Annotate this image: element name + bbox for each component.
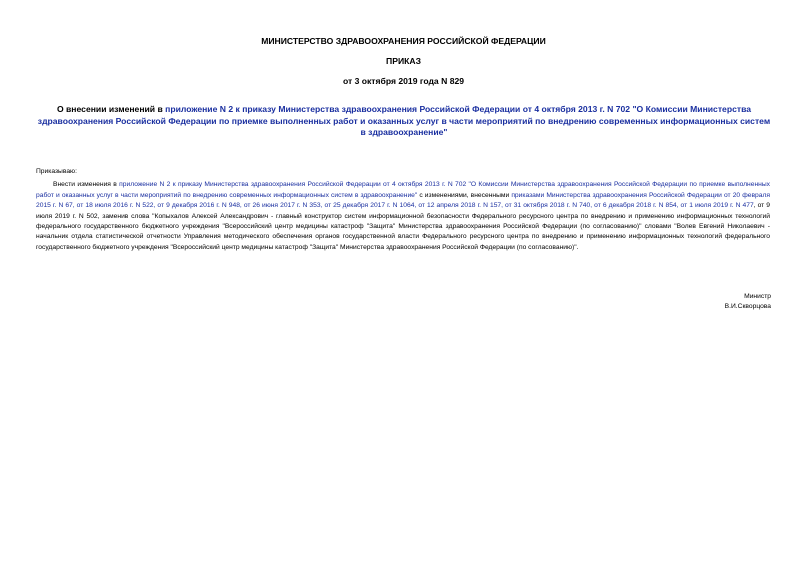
amended-document-link[interactable]: приложение N 2 к приказу Министерства здравоохранения Российской Федерации от 4 октября 2013 г. N 702 "О Комиссии Министерства здравоохранения Российской Федерации по приемке выполненных работ и оказанных услуг в части мероприятий по внедрению современных информационных систем в здравоохранение" xyxy=(36,181,770,199)
prikazyvayu-label: Приказываю: xyxy=(36,168,77,175)
order-paragraph xyxy=(36,180,770,253)
paragraph-tail: , от 9 июля 2019 г. N 502, заменив слова "Копыхалов Алексей Александрович - главный конструктор систем информационной безопасности Федерального ресурсного центра по внедрению и применению информационных технологий федерального государственного бюджетного учреждения "Всероссийский центр медицины катастроф "Защита" Министерства здравоохранения Российской Федерации (по согласованию)" словами "Волев Евгений Николаевич - начальник отдела статистической отчетности Управления методического обеспечения органов государственной власти Федерального ресурсного центра по внедрению и применению информационных технологий федерального государственного бюджетного учреждения "Всероссийский центр медицины катастроф "Защита" Министерства здравоохранения Российской Федерации (по согласованию)". xyxy=(36,202,770,251)
amending-orders-link[interactable]: приказами Министерства здравоохранения Российской Федерации от 20 февраля 2015 г. N 67, от 18 июля 2016 г. N 522, от 9 декабря 2016 г. N 948, от 26 июня 2017 г. N 353, от 25 декабря 2017 г. N 1064, от 12 апреля 2018 г. N 157, от 31 октября 2018 г. N 740, от 6 декабря 2018 г. N 854, от 1 июля 2019 г. N 477 xyxy=(36,191,770,210)
subject-link[interactable]: приложение N 2 к приказу Министерства здравоохранения Российской Федерации от 4 октября 2013 г. N 702 "О Комиссии Министерства здравоохранения Российской Федерации по приемке выполненных работ и оказанных услуг в части мероприятий по внедрению современных информационных систем в здравоохранение" xyxy=(37,104,771,138)
order-heading: ПРИКАЗ xyxy=(386,56,421,66)
subject-prefix: О внесении изменений в xyxy=(56,104,166,114)
order-date: от 3 октября 2019 года N 829 xyxy=(342,76,465,86)
signature-block xyxy=(725,292,771,313)
paragraph-intro: Внести изменения в xyxy=(53,181,120,189)
signature-title: Министр xyxy=(744,293,771,300)
order-body xyxy=(36,167,770,253)
signature-name: В.И.Скворцова xyxy=(724,303,771,311)
order-subject xyxy=(34,104,774,139)
paragraph-mid: с изменениями, внесенными xyxy=(417,191,512,199)
ministry-heading: МИНИСТЕРСТВО ЗДРАВООХРАНЕНИЯ РОССИЙСКОЙ ФЕДЕРАЦИИ xyxy=(261,36,546,46)
